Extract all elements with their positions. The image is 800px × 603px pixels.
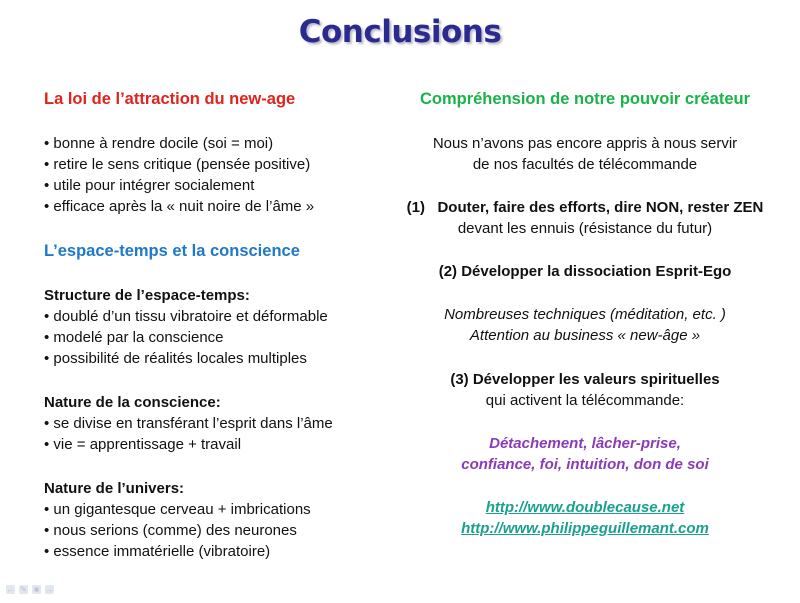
list-item: • modelé par la conscience — [44, 328, 224, 348]
list-item: • utile pour intégrer socialement — [44, 176, 254, 196]
section-title-structure: Structure de l’espace-temps: — [44, 287, 250, 304]
heading-creative-power: Compréhension de notre pouvoir créateur — [419, 90, 751, 108]
list-item: • retire le sens critique (pensée positive) — [44, 155, 310, 175]
link-row — [390, 498, 780, 518]
next-slide-icon[interactable]: → — [45, 585, 54, 594]
intro-line: Nous n’avons pas encore appris à nous servir — [432, 135, 738, 152]
list-item: • nous serions (comme) des neurones — [44, 521, 297, 541]
list-item: • vie = apprentissage + travail — [44, 435, 241, 455]
list-item: • un gigantesque cerveau + imbrications — [44, 500, 311, 520]
heading-space-time: L’espace-temps et la conscience — [44, 242, 300, 260]
spiritual-values-line: confiance, foi, intuition, don de soi — [461, 456, 709, 473]
item-2-note: Nombreuses techniques (méditation, etc. ) — [444, 306, 726, 323]
slide-title: Conclusions — [298, 14, 502, 50]
spiritual-values-line: Détachement, lâcher-prise, — [489, 435, 681, 452]
list-item: • se divise en transférant l’esprit dans l’âme — [44, 414, 333, 434]
list-item: • doublé d’un tissu vibratoire et déformable — [44, 307, 328, 327]
list-item: • bonne à rendre docile (soi = moi) — [44, 134, 273, 154]
doublecause-link[interactable]: http://www.doublecause.net — [485, 499, 685, 516]
item-1-title: (1) Douter, faire des efforts, dire NON, rester ZEN — [406, 199, 764, 216]
item-3-subtitle: qui activent la télécommande: — [485, 392, 685, 409]
section-title-universe: Nature de l’univers: — [44, 480, 185, 497]
list-item: • efficace après la « nuit noire de l’âme » — [44, 197, 314, 217]
slide-menu-icon[interactable]: ■ — [32, 585, 41, 594]
section-title-consciousness: Nature de la conscience: — [44, 394, 221, 411]
item-1-subtitle: devant les ennuis (résistance du futur) — [457, 220, 713, 237]
list-item: • essence immatérielle (vibratoire) — [44, 542, 270, 562]
item-2-note: Attention au business « new-âge » — [469, 327, 701, 344]
previous-slide-icon[interactable]: ← — [6, 585, 15, 594]
intro-line: de nos facultés de télécommande — [472, 156, 698, 173]
link-row — [390, 519, 780, 539]
heading-law-of-attraction: La loi de l’attraction du new-age — [44, 90, 296, 108]
slideshow-nav — [6, 585, 54, 594]
item-2-title: (2) Développer la dissociation Esprit-Ego — [438, 263, 732, 280]
list-item: • possibilité de réalités locales multiples — [44, 349, 307, 369]
item-3-title: (3) Développer les valeurs spirituelles — [450, 371, 720, 388]
pen-icon[interactable]: ✎ — [20, 585, 27, 594]
philippeguillemant-link[interactable]: http://www.philippeguillemant.com — [461, 520, 709, 537]
